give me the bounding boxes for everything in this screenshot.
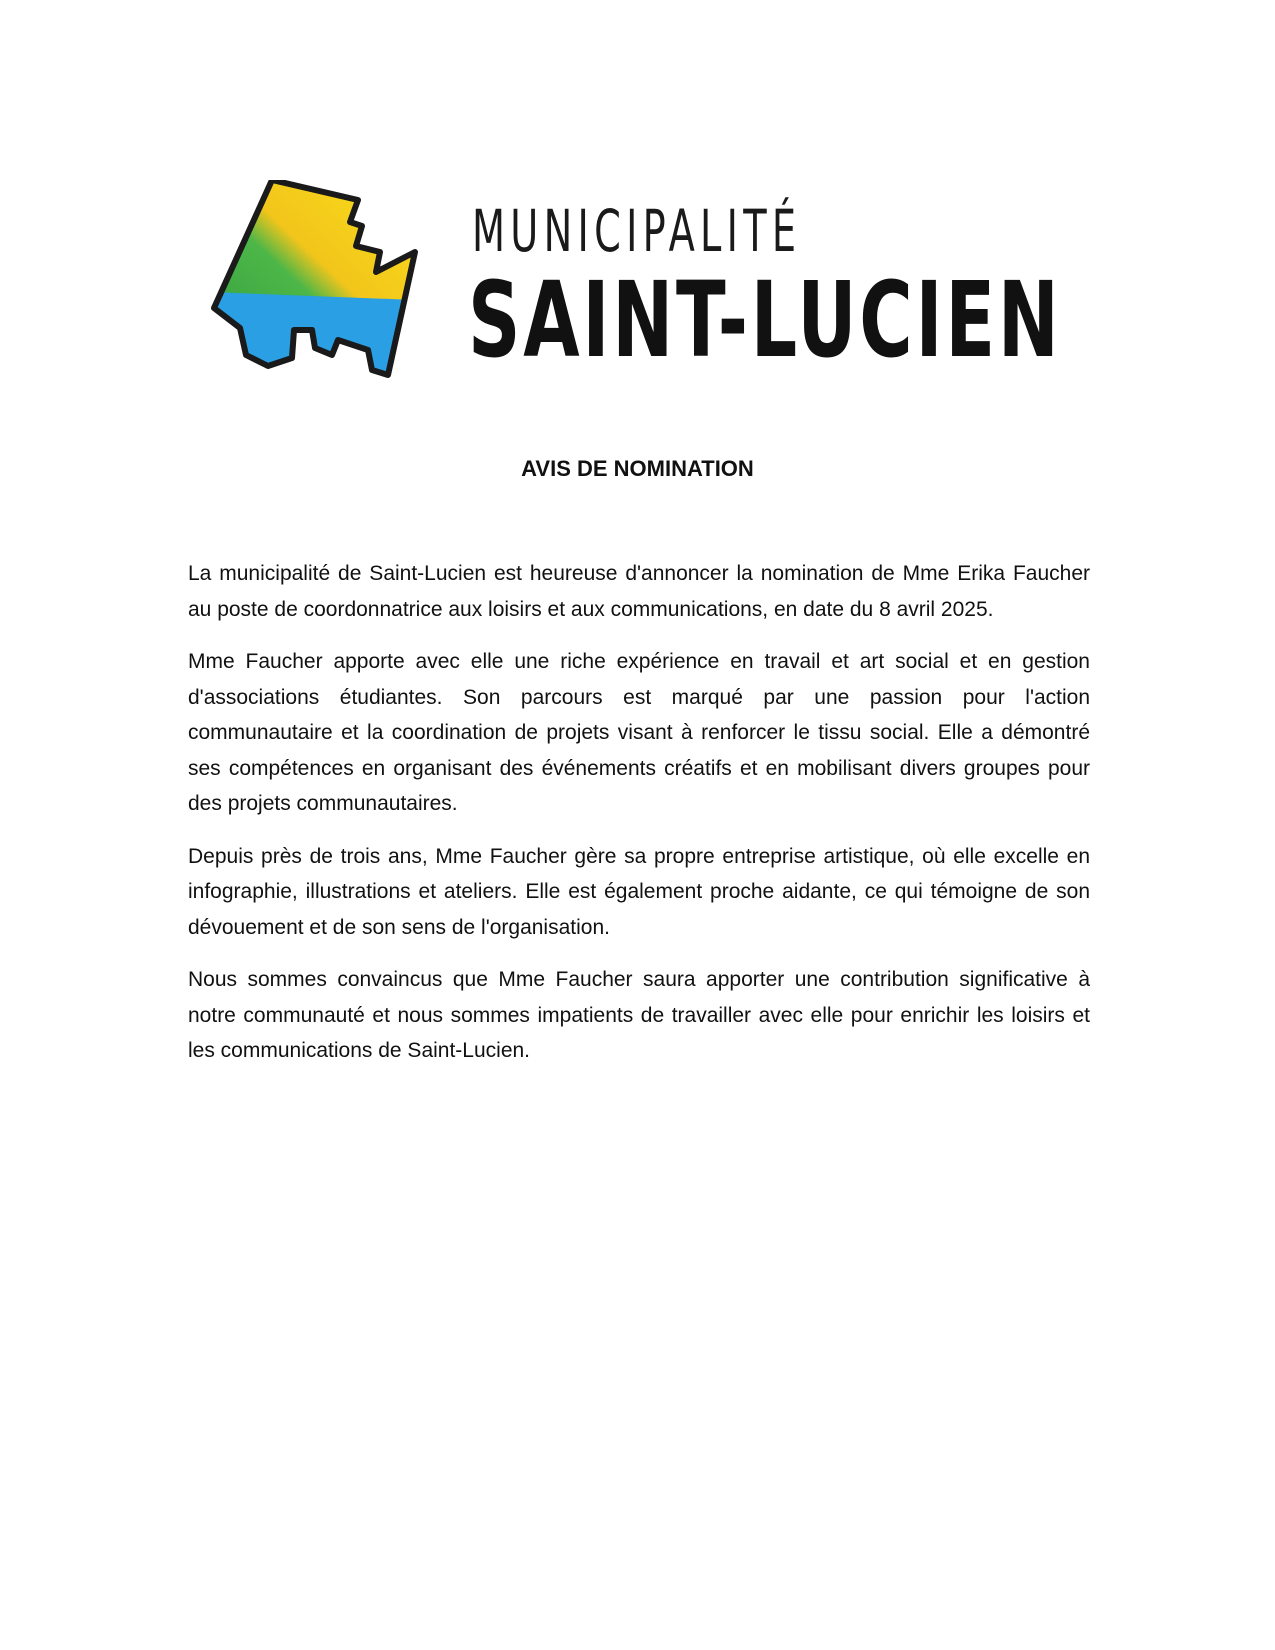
paragraph-experience: Mme Faucher apporte avec elle une riche expérience en travail et art social et en gestion d'associations étudiantes. Son parcours est marqué par une passion pour l'action communautaire et la coordination de projets visant à renforcer le tissu social. Elle a démontré ses compétences en organisant des événements créatifs et en mobilisant divers groupes pour des projets communautaires. <box>188 650 1090 815</box>
logo-text-saint-lucien: SAINT-LUCIEN <box>468 259 1062 381</box>
municipality-emblem-icon <box>210 180 440 395</box>
municipality-logo <box>210 180 1062 395</box>
paragraph-business: Depuis près de trois ans, Mme Faucher gère sa propre entreprise artistique, où elle excelle en infographie, illustrations et ateliers. Elle est également proche aidante, ce qui témoigne de son dévouement et de son sens de l'organisation. <box>188 844 1090 939</box>
notice-body <box>188 556 1090 1086</box>
paragraph-announcement: La municipalité de Saint-Lucien est heureuse d'annoncer la nomination de Mme Erika Faucher au poste de coordonnatrice aux loisirs et aux communications, en date du 8 avril 2025. <box>188 562 1090 621</box>
page-title: AVIS DE NOMINATION <box>521 456 754 481</box>
paragraph-conclusion: Nous sommes convaincus que Mme Faucher saura apporter une contribution significative à notre communauté et nous sommes impatients de travailler avec elle pour enrichir les loisirs et les communications de Saint-Lucien. <box>188 968 1090 1062</box>
logo-text-municipalite: MUNICIPALITÉ <box>472 197 802 265</box>
